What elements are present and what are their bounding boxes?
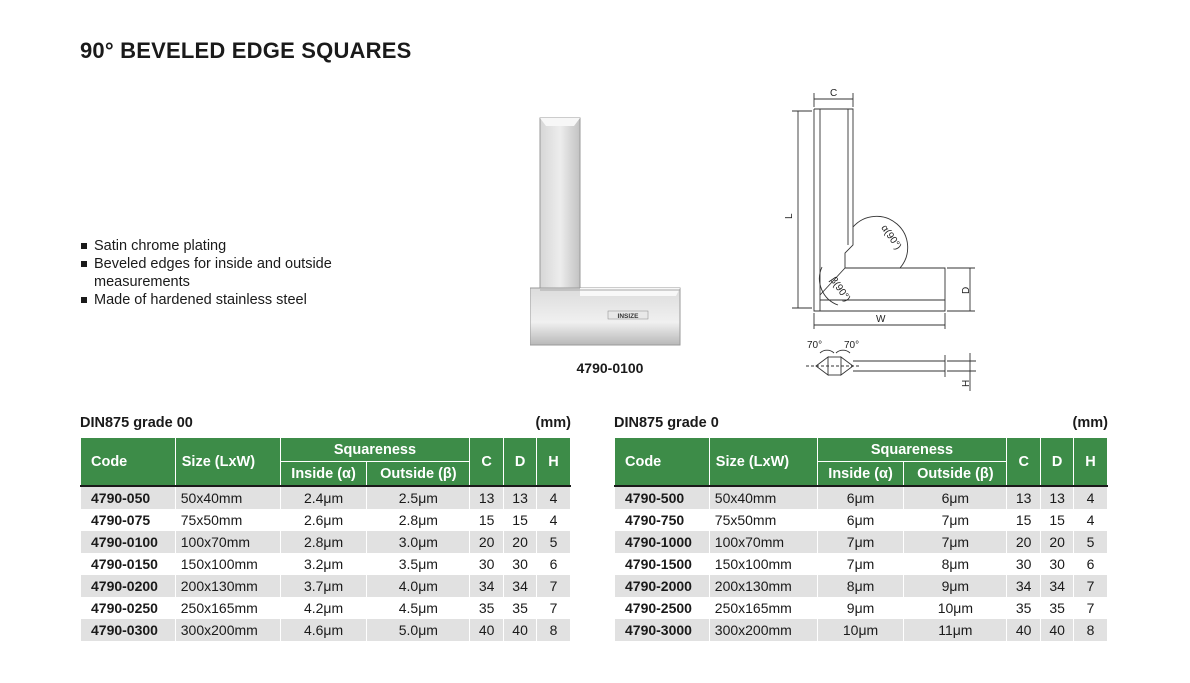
table-row [615,553,1108,575]
table-row [81,509,571,531]
cell-size: 250x165mm [175,597,280,619]
table-row [81,531,571,553]
cell-size: 150x100mm [175,553,280,575]
cell-size: 300x200mm [175,619,280,641]
product-logo: INSIZE [617,313,639,320]
cell-code: 4790-0250 [81,597,176,619]
cell-code: 4790-0200 [81,575,176,597]
cell-c: 30 [1007,553,1041,575]
col-header-c: C [1007,438,1041,487]
feature-item: Beveled edges for inside and outside measurements [80,255,354,291]
cell-size: 200x130mm [175,575,280,597]
cell-d: 40 [504,619,537,641]
table-row [81,553,571,575]
cell-code: 4790-0100 [81,531,176,553]
label-l: L [784,213,795,219]
table-row [615,486,1108,509]
cell-h: 4 [537,486,571,509]
cell-c: 30 [470,553,504,575]
feature-item: Made of hardened stainless steel [80,291,354,309]
cell-d: 13 [1041,486,1074,509]
col-header-outside: Outside (β) [904,462,1007,487]
cell-inside: 6μm [817,509,904,531]
page-title: 90° BEVELED EDGE SQUARES [80,38,412,63]
cell-c: 34 [470,575,504,597]
cell-h: 4 [1074,486,1108,509]
grade-label: DIN875 grade 00 [80,415,193,431]
cell-outside: 5.0μm [367,619,470,641]
col-header-size: Size (LxW) [709,438,817,487]
cell-inside: 6μm [817,486,904,509]
grade-00-heading [80,415,571,431]
cell-c: 15 [470,509,504,531]
col-header-c: C [470,438,504,487]
cell-code: 4790-075 [81,509,176,531]
cell-h: 5 [537,531,571,553]
cell-d: 34 [504,575,537,597]
dimension-drawing [780,85,990,395]
cell-inside: 3.2μm [280,553,367,575]
spec-table-grade-0 [614,437,1108,641]
cell-d: 20 [504,531,537,553]
col-header-code: Code [81,438,176,487]
cell-size: 150x100mm [709,553,817,575]
col-header-h: H [1074,438,1108,487]
cell-code: 4790-0300 [81,619,176,641]
cell-inside: 2.8μm [280,531,367,553]
cell-inside: 4.6μm [280,619,367,641]
cell-code: 4790-1500 [615,553,710,575]
cell-d: 30 [1041,553,1074,575]
col-header-inside: Inside (α) [280,462,367,487]
col-header-outside: Outside (β) [367,462,470,487]
unit-label: (mm) [535,415,571,431]
cell-inside: 2.4μm [280,486,367,509]
cell-c: 20 [1007,531,1041,553]
cell-outside: 4.5μm [367,597,470,619]
table-row [81,486,571,509]
cell-outside: 2.8μm [367,509,470,531]
label-beta: β(90°) [827,275,853,305]
table-row [615,619,1108,641]
cell-size: 200x130mm [709,575,817,597]
cell-h: 6 [537,553,571,575]
table-row [615,509,1108,531]
label-h: H [961,379,972,387]
cell-size: 100x70mm [709,531,817,553]
cell-code: 4790-1000 [615,531,710,553]
unit-label: (mm) [1072,415,1108,431]
cell-size: 100x70mm [175,531,280,553]
col-header-h: H [537,438,571,487]
feature-item: Satin chrome plating [80,237,354,255]
table-row [81,619,571,641]
cell-code: 4790-750 [615,509,710,531]
cell-h: 7 [537,575,571,597]
cell-outside: 6μm [904,486,1007,509]
cell-d: 40 [1041,619,1074,641]
cell-d: 34 [1041,575,1074,597]
cell-d: 35 [1041,597,1074,619]
label-70-right: 70° [844,340,860,351]
cell-d: 15 [1041,509,1074,531]
cell-outside: 4.0μm [367,575,470,597]
cell-h: 5 [1074,531,1108,553]
label-alpha: α(90°) [878,223,904,252]
cell-inside: 4.2μm [280,597,367,619]
cell-d: 20 [1041,531,1074,553]
cell-outside: 2.5μm [367,486,470,509]
cell-outside: 3.5μm [367,553,470,575]
cell-d: 30 [504,553,537,575]
cell-outside: 3.0μm [367,531,470,553]
cell-size: 50x40mm [709,486,817,509]
cell-inside: 3.7μm [280,575,367,597]
cell-inside: 8μm [817,575,904,597]
cell-outside: 10μm [904,597,1007,619]
cell-inside: 10μm [817,619,904,641]
product-image [530,110,690,350]
cell-c: 13 [470,486,504,509]
cell-outside: 7μm [904,509,1007,531]
cell-outside: 8μm [904,553,1007,575]
cell-h: 6 [1074,553,1108,575]
grade-0-heading [614,415,1108,431]
col-header-d: D [504,438,537,487]
cell-h: 8 [537,619,571,641]
cell-c: 13 [1007,486,1041,509]
col-header-inside: Inside (α) [817,462,904,487]
cell-code: 4790-2500 [615,597,710,619]
cell-outside: 9μm [904,575,1007,597]
cell-c: 15 [1007,509,1041,531]
cell-inside: 7μm [817,531,904,553]
table-row [615,597,1108,619]
cell-c: 40 [1007,619,1041,641]
cell-d: 35 [504,597,537,619]
cell-h: 7 [1074,575,1108,597]
table-row [81,575,571,597]
cell-h: 4 [1074,509,1108,531]
cell-c: 20 [470,531,504,553]
table-row [615,575,1108,597]
cell-d: 15 [504,509,537,531]
label-70-left: 70° [807,340,823,351]
cell-c: 34 [1007,575,1041,597]
cell-c: 35 [1007,597,1041,619]
cell-code: 4790-050 [81,486,176,509]
col-header-code: Code [615,438,710,487]
cell-c: 40 [470,619,504,641]
label-w: W [876,314,886,325]
cell-code: 4790-0150 [81,553,176,575]
cell-size: 50x40mm [175,486,280,509]
cell-h: 7 [1074,597,1108,619]
cell-outside: 11μm [904,619,1007,641]
label-c: C [830,88,838,99]
feature-list [80,237,354,309]
table-row [615,531,1108,553]
cell-code: 4790-2000 [615,575,710,597]
cell-size: 75x50mm [709,509,817,531]
cell-inside: 7μm [817,553,904,575]
label-d: D [961,286,972,294]
cell-d: 13 [504,486,537,509]
cell-outside: 7μm [904,531,1007,553]
cell-size: 250x165mm [709,597,817,619]
cell-size: 300x200mm [709,619,817,641]
col-header-squareness: Squareness [280,438,470,462]
cell-inside: 2.6μm [280,509,367,531]
cell-h: 4 [537,509,571,531]
cell-c: 35 [470,597,504,619]
cell-code: 4790-500 [615,486,710,509]
spec-table-grade-00 [80,437,571,641]
cell-inside: 9μm [817,597,904,619]
grade-label: DIN875 grade 0 [614,415,719,431]
col-header-size: Size (LxW) [175,438,280,487]
col-header-d: D [1041,438,1074,487]
cell-size: 75x50mm [175,509,280,531]
col-header-squareness: Squareness [817,438,1007,462]
table-row [81,597,571,619]
cell-code: 4790-3000 [615,619,710,641]
product-caption: 4790-0100 [576,360,644,376]
cell-h: 7 [537,597,571,619]
cell-h: 8 [1074,619,1108,641]
